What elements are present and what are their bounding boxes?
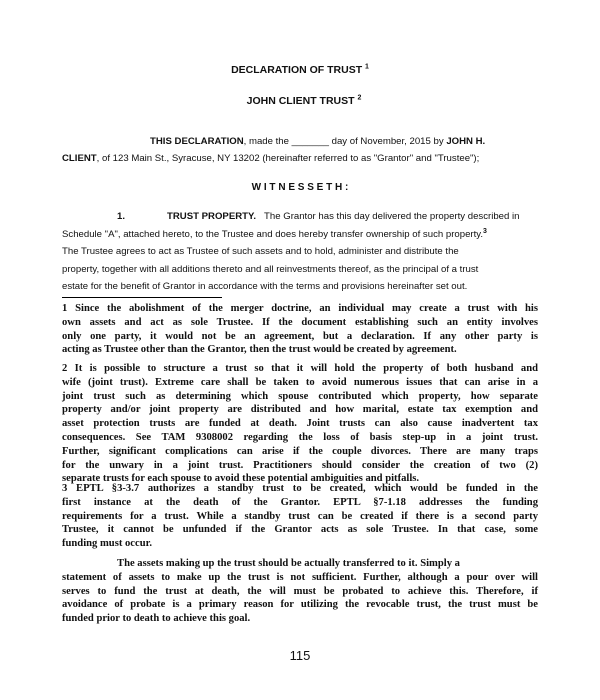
footnote-3-line: requirements for a trust. While a standby trust can be created if there is a second party — [62, 510, 538, 522]
footnote-ref-2: 2 — [357, 94, 362, 102]
footnote-1 — [62, 302, 538, 357]
grantor-name-part2: CLIENT — [62, 153, 97, 164]
declaration-lead: THIS DECLARATION — [150, 136, 244, 147]
trust-name-text: JOHN CLIENT TRUST — [246, 95, 355, 107]
footnote-3-cont-line: statement of assets to make up the trust is not sufficient. Further, although a pour over will — [62, 571, 538, 583]
footnote-3 — [62, 482, 538, 551]
footnote-2-line: asset protection trusts are funded at death. Joint trusts can also cause inadvertent tax — [62, 418, 538, 430]
footnote-1-line: own assets and act as sole Trustee. If the document establishing such an entity involves — [62, 316, 538, 328]
section-1-line-1 — [62, 208, 552, 226]
footnote-2-line: wife (joint trust). Extreme care shall be taken to avoid numerous issues that can arise in a — [62, 376, 538, 388]
declaration-line-1 — [150, 133, 550, 151]
footnote-2 — [62, 362, 538, 486]
declaration-line1-text: , made the _______ day of November, 2015 by — [243, 136, 447, 147]
footnote-3-cont-line: The assets making up the trust should be actually transferred to it. Simply a — [117, 558, 460, 569]
footnote-separator — [62, 297, 222, 298]
witnesseth-heading: W I T N E S S E T H : — [251, 182, 349, 193]
footnote-2-line: for the unwary in a joint trust. Practitioners should consider the creation of two (2) — [62, 459, 538, 471]
grantor-name-part1: JOHN H. — [446, 136, 486, 147]
footnote-ref-1: 1 — [365, 63, 369, 71]
page-number: 115 — [289, 648, 311, 663]
footnote-1-line: only one party, it would not be an agreement, but a declaration. If any other party is — [62, 330, 538, 342]
footnote-3-line: 3 EPTL §3-3.7 authorizes a standby trust to be created, which would be funded in the — [62, 483, 538, 494]
section-1-line-5: estate for the benefit of Grantor in accordance with the terms and provisions hereinafter set out. — [62, 281, 468, 292]
footnote-3-line: Trustee, it cannot be unfunded if the Grantor acts as sole Trustee. In that case, some — [62, 524, 538, 536]
footnote-2-line: property and/or joint property are distributed and how marital, estate tax exemption and — [62, 404, 538, 416]
footnote-2-line: 2 It is possible to structure a trust so that it will hold the property of both husband and — [62, 363, 538, 374]
section-1 — [62, 208, 552, 296]
footnote-3-line: funding must occur. — [62, 538, 152, 550]
section-1-line-2 — [62, 226, 552, 244]
footnote-ref-3: 3 — [483, 227, 487, 235]
document-title — [0, 64, 600, 76]
section-1-line2-text: Schedule "A", attached hereto, to the Trustee and does hereby transfer ownership of such property. — [62, 228, 484, 240]
footnote-2-line: consequences. See TAM 9308002 regarding the loss of basis step-up in a joint trust. — [62, 431, 538, 443]
footnote-3-cont-line: serves to fund the trust at death, the will must be probated to achieve this. Therefore, if — [62, 585, 538, 597]
footnote-2-line: joint trust such as determining which spouse contributed which property, how separate — [62, 390, 538, 402]
section-1-line1-text: The Grantor has this day delivered the property described in — [264, 211, 520, 222]
footnote-1-line: 1 Since the abolishment of the merger doctrine, an individual may create a trust with his — [62, 303, 538, 314]
footnote-3-cont-line: avoidance of probate is a primary reason for utilizing the revocable trust, the trust must be — [62, 599, 538, 611]
footnote-3-line: first instance at the death of the Grantor. EPTL §7-1.18 addresses the funding — [62, 496, 538, 508]
footnote-3-cont-line: funded prior to death to achieve this goal. — [62, 613, 251, 625]
footnote-2-line: Further, significant complications can arise if the couple divorces. There are many traps — [62, 445, 538, 457]
declaration-line-2 — [62, 150, 552, 168]
section-1-heading: TRUST PROPERTY. — [167, 211, 257, 222]
section-1-line-3: The Trustee agrees to act as Trustee of such assets and to hold, administer and distribute the — [62, 246, 459, 257]
footnote-2-line: separate trusts for each spouse to avoid these potential ambiguities and pitfalls. — [62, 473, 420, 485]
section-1-number: 1. — [117, 211, 126, 222]
document-title-text: DECLARATION OF TRUST — [231, 64, 363, 76]
declaration-line2-text: , of 123 Main St., Syracuse, NY 13202 (hereinafter referred to as "Grantor" and "Trustee"); — [96, 153, 480, 164]
footnote-1-line: acting as Trustee other than the Grantor, then the trust would be created by agreement. — [62, 344, 457, 356]
trust-name — [4, 95, 600, 107]
section-1-line-4: property, together with all additions thereto and all reinvestments thereof, as the principal of a trust — [62, 263, 479, 275]
footnote-3-continuation — [62, 557, 538, 626]
